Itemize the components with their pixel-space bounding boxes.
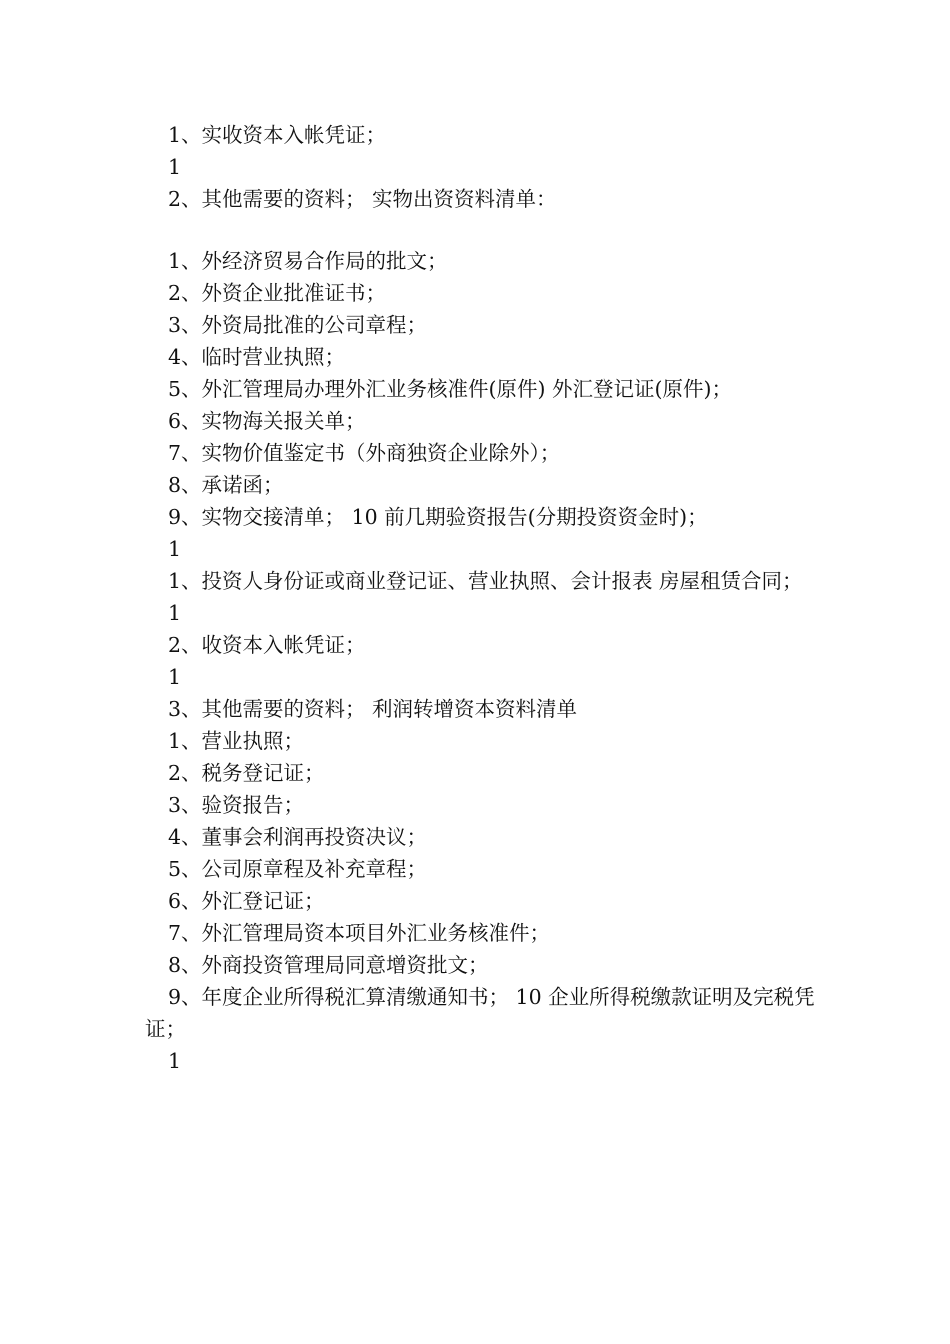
text-line: 1 [168,665,182,689]
text-line: 1 [168,155,182,179]
text-line: 6、实物海关报关单； [168,409,366,433]
text-line: 3、其他需要的资料； 利润转增资本资料清单 [168,697,578,721]
text-line: 1、营业执照； [168,729,305,753]
blank-line [145,215,815,245]
text-line: 1、投资人身份证或商业登记证、营业执照、会计报表 房屋租赁合同； [168,569,803,593]
text-line: 1 [168,537,182,561]
text-line: 7、外汇管理局资本项目外汇业务核准件； [168,921,551,945]
text-line: 8、承诺函； [168,473,284,497]
text-line: 2、税务登记证； [168,761,325,785]
text-line: 2、其他需要的资料； 实物出资资料清单： [168,187,557,211]
text-line: 9、实物交接清单； 10 前几期验资报告(分期投资资金时)； [168,505,708,529]
text-line: 1、实收资本入帐凭证； [168,123,387,147]
text-line: 8、外商投资管理局同意增资批文； [168,953,489,977]
text-line: 1 [168,1049,182,1073]
text-line: 3、外资局批准的公司章程； [168,313,428,337]
text-line: 4、董事会利润再投资决议； [168,825,428,849]
text-line: 9、年度企业所得税汇算清缴通知书； 10 企业所得税缴款证明及完税凭证； [145,985,815,1041]
text-line: 4、临时营业执照； [168,345,346,369]
text-line: 1、外经济贸易合作局的批文； [168,249,448,273]
text-line: 3、验资报告； [168,793,305,817]
text-line: 6、外汇登记证； [168,889,325,913]
text-line: 2、外资企业批准证书； [168,281,387,305]
text-line: 2、收资本入帐凭证； [168,633,366,657]
text-line: 7、实物价值鉴定书（外商独资企业除外）； [168,441,561,465]
text-line: 5、外汇管理局办理外汇业务核准件(原件) 外汇登记证(原件)； [168,377,733,401]
text-line: 1 [168,601,182,625]
text-line: 5、公司原章程及补充章程； [168,857,428,881]
document-body [145,119,815,1077]
